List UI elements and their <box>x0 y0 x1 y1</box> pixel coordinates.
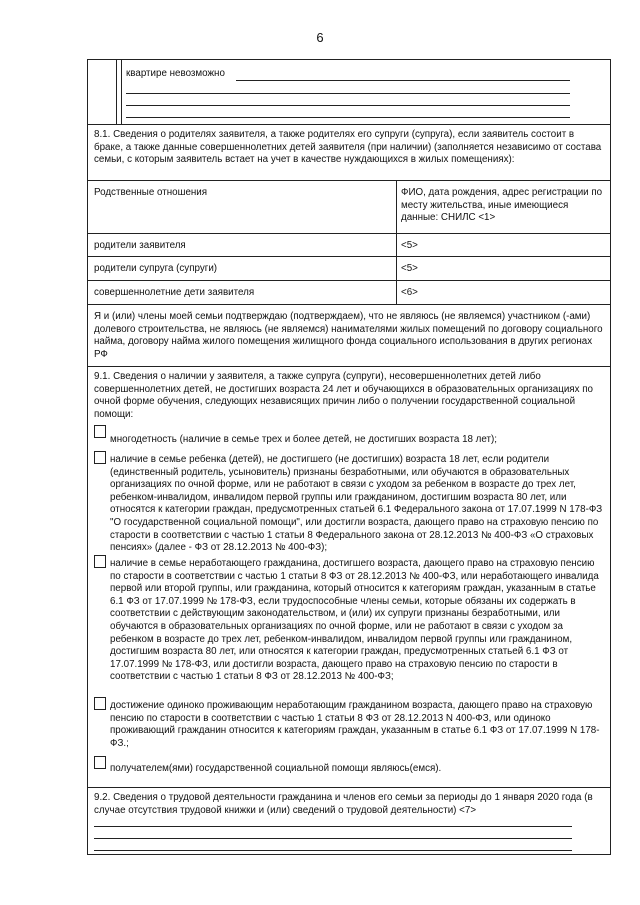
section-8-1-heading <box>88 125 610 181</box>
answer-line[interactable] <box>94 838 572 839</box>
section-9-2 <box>88 788 610 854</box>
column-divider <box>396 257 397 280</box>
declaration-section <box>88 305 610 367</box>
option-text: получателем(ями) государственной социальной помощи являюсь(емся). <box>110 763 442 774</box>
option-text: наличие в семье неработающего гражданина, достигшего возраста, дающего право на страховую пенсию по старости в соответствии с частью 1 статьи 8 ФЗ от 28.12.2013 № 400-ФЗ, или неработающего инвалида первой или второй группы, или гражданина, который относится к категориям граждан, указанным в статье 6.1 ФЗ от 17.07.1999 № 178-ФЗ, если трудоспособные члены семьи, которые обязаны их содержать в соответствии с действующим законодательством, и (или) их супруги признаны безработными, или обучаются в образовательных организациях по очной форме, или не работают в связи с уходом за ребенком в возрасте до трех лет, ребенком-инвалидом, инвалидом первой группы или гражданином, достигшим возраста 80 лет, или относятся к категории граждан, предусмотренных статьей 6.1 ФЗ от 17.07.1999 № 178-ФЗ, или достигли возраста, дающего право на страховую пенсию по старости в соответствии с частью 1 статьи 8 ФЗ от 28.12.2013 № 400-ФЗ; <box>110 558 599 683</box>
section-8-1-text: 8.1. Сведения о родителях заявителя, а также родителях его супруги (супруга), если заявитель состоит в браке, а также данные совершеннолетних детей заявителя (при наличии) (заполняется независимо от состава семьи, с которым заявитель встает на учет в качестве нуждающихся в жилых помещениях): <box>94 129 602 166</box>
answer-line[interactable] <box>126 105 570 106</box>
relation-cell: родители заявителя <box>94 240 186 251</box>
continuation-text: квартире невозможно <box>126 68 225 79</box>
column-divider <box>396 281 397 304</box>
section-9-2-heading: 9.2. Сведения о трудовой деятельности гражданина и членов его семьи за периоды до 1 января 2020 года (в случае отсутствия трудовой книжки и (или) сведений о трудовой деятельности) <7> <box>94 792 593 816</box>
relatives-table-header <box>88 181 610 234</box>
details-cell[interactable]: <5> <box>401 263 418 274</box>
answer-line[interactable] <box>126 117 570 118</box>
nested-column-divider <box>116 60 117 124</box>
section-9-1-heading: 9.1. Сведения о наличии у заявителя, а также супруга (супруги), несовершеннолетних детей либо совершеннолетних детей, не достигших возраста 24 лет и обучающихся в образовательных организациях по очной форме обучения, следующих независящих причин либо о получении государственной социальной помощи: <box>94 371 593 420</box>
application-form <box>87 59 611 855</box>
details-column-header: ФИО, дата рождения, адрес регистрации по месту жительства, иные имеющиеся данные: СНИЛС <1> <box>401 187 603 224</box>
housing-continuation-section <box>88 60 610 125</box>
page-number: 6 <box>316 30 324 45</box>
large-family-checkbox[interactable] <box>94 425 106 438</box>
details-cell[interactable]: <5> <box>401 240 418 251</box>
relation-cell: совершеннолетние дети заявителя <box>94 287 255 298</box>
option-text: наличие в семье ребенка (детей), не достигшего (не достигших) возраста 18 лет, если родители (единственный родитель, усыновитель) признаны безработными, или обучаются в образовательных организациях по очной форме, или не работают в связи с уходом за ребенком в возрасте до трех лет, ребенком-инвалидом, инвалидом первой группы или гражданином, достигшим возраста 80 лет, или относятся к категории граждан, предусмотренных статьей 6.1 Федерального закона от 17.07.1999 N 178-ФЗ "О государственной социальной помощи", или достигли возраста, дающего право на страховую пенсию по старости в соответствии с частью 1 статьи 8 Федерального закона от 28.12.2013 № 400-ФЗ «О страховых пенсиях» (далее - ФЗ от 28.12.2013 № 400-ФЗ); <box>110 454 603 554</box>
column-divider <box>396 181 397 233</box>
option-text: достижение одиноко проживающим неработающим гражданином возраста, дающего право на страховую пенсию по старости в соответствии с частью 1 статьи 8 ФЗ от 28.12.2013 N 400-ФЗ, или одиноко проживающий гражданин относится к категориям граждан, указанным в статье 6.1 ФЗ от 17.07.1999 N 178-ФЗ.; <box>110 700 600 749</box>
nested-column-divider-inner <box>121 60 122 124</box>
child-in-family-checkbox[interactable] <box>94 451 106 464</box>
answer-line[interactable] <box>236 80 570 81</box>
table-row <box>88 281 610 305</box>
answer-line[interactable] <box>94 826 572 827</box>
answer-line[interactable] <box>94 850 572 851</box>
unemployed-member-checkbox[interactable] <box>94 555 106 568</box>
table-row <box>88 257 610 281</box>
single-retiree-checkbox[interactable] <box>94 697 106 710</box>
social-assistance-checkbox[interactable] <box>94 756 106 769</box>
answer-line[interactable] <box>126 93 570 94</box>
column-divider <box>396 234 397 256</box>
relation-cell: родители супруга (супруги) <box>94 263 218 274</box>
declaration-text: Я и (или) члены моей семьи подтверждаю (подтверждаем), что не являюсь (не являемся) участником (-ами) долевого строительства, не являюсь (не являемся) нанимателями жилых помещений по договору социального найма, договору найма жилого помещения жилищного фонда социального использования в других регионах РФ <box>94 311 603 360</box>
option-large-family <box>94 428 604 446</box>
details-cell[interactable]: <6> <box>401 287 418 298</box>
section-9-1 <box>88 367 610 788</box>
option-social-assistance <box>94 754 604 772</box>
table-row <box>88 234 610 257</box>
option-text: многодетность (наличие в семье трех и более детей, не достигших возраста 18 лет); <box>110 434 497 445</box>
relation-column-header: Родственные отношения <box>94 187 208 198</box>
